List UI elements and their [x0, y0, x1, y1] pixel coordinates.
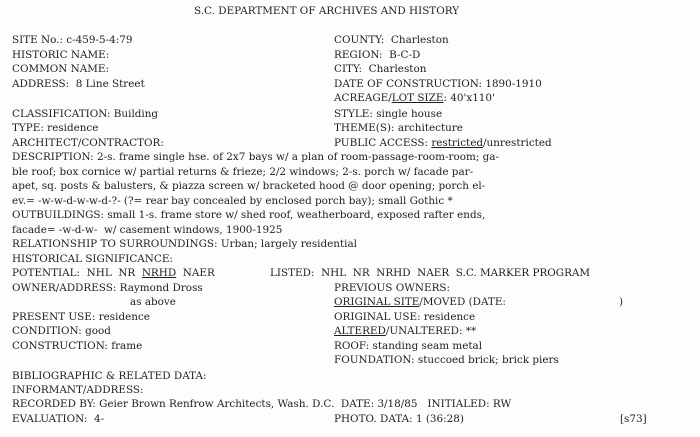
site-number: SITE No.: c-459-5-4:79: [12, 34, 133, 46]
description-line: ev.= -w-w-d-w-w-d-?- (?= rear bay concealed by enclosed porch bay); small Gothic *: [12, 195, 453, 207]
previous-owners: PREVIOUS OWNERS:: [334, 282, 451, 294]
condition: CONDITION: good: [12, 325, 111, 337]
altered-rest: /UNALTERED: **: [385, 325, 477, 337]
potential: [12, 267, 215, 280]
relationship-to-surroundings: RELATIONSHIP TO SURROUNDINGS: Urban; largely residential: [12, 238, 357, 250]
potential-label: POTENTIAL: NHL NR: [12, 267, 142, 279]
evaluation: EVALUATION: 4-: [12, 413, 105, 425]
form-header: S.C. DEPARTMENT OF ARCHIVES AND HISTORY: [194, 5, 460, 17]
description-line: ble roof; box cornice w/ partial returns & frieze; 2/2 windows; 2-s. porch w/ facade par-: [12, 166, 474, 178]
date-of-construction: DATE OF CONSTRUCTION: 1890-1910: [334, 78, 542, 90]
style: STYLE: single house: [334, 108, 443, 120]
classification: CLASSIFICATION: Building: [12, 108, 159, 120]
public-access-selected: restricted: [431, 137, 484, 149]
foundation: FOUNDATION: stuccoed brick; brick piers: [334, 354, 559, 366]
owner-address-continued: as above: [130, 296, 176, 308]
original-site: [334, 296, 506, 309]
bibliographic-data: BIBLIOGRAPHIC & RELATED DATA:: [12, 370, 207, 382]
common-name: COMMON NAME:: [12, 63, 109, 75]
county: COUNTY: Charleston: [334, 34, 449, 46]
outbuildings-line: OUTBUILDINGS: small 1-s. frame store w/ shed roof, weatherboard, exposed rafter ends,: [12, 209, 486, 221]
historic-name: HISTORIC NAME:: [12, 49, 110, 61]
construction: CONSTRUCTION: frame: [12, 340, 143, 352]
city: CITY: Charleston: [334, 63, 427, 75]
informant-address: INFORMANT/ADDRESS:: [12, 384, 144, 396]
acreage-label: ACREAGE/: [334, 92, 392, 104]
type: TYPE: residence: [12, 122, 99, 134]
listed: LISTED: NHL NR NRHD NAER S.C. MARKER PROGRAM: [270, 267, 591, 279]
roof: ROOF: standing seam metal: [334, 340, 483, 352]
potential-rest: NAER: [176, 267, 215, 279]
public-access-label: PUBLIC ACCESS:: [334, 137, 432, 149]
architect-contractor: ARCHITECT/CONTRACTOR:: [12, 137, 164, 149]
acreage-lot-size: [334, 92, 495, 105]
lot-size-value: : 40'x110': [443, 92, 495, 104]
present-use: PRESENT USE: residence: [12, 311, 150, 323]
description-line: DESCRIPTION: 2-s. frame single hse. of 2x7 bays w/ a plan of room-passage-room-room; ga-: [12, 151, 500, 163]
altered-selected: ALTERED: [334, 325, 386, 337]
historical-significance: HISTORICAL SIGNIFICANCE:: [12, 253, 173, 265]
themes: THEME(S): architecture: [334, 122, 463, 134]
original-site-selected: ORIGINAL SITE: [334, 296, 420, 308]
public-access-other: /unrestricted: [483, 137, 552, 149]
potential-selected: NRHD: [141, 267, 177, 279]
page-reference: [s73]: [620, 413, 647, 425]
description-line: apet, sq. posts & balusters, & piazza screen w/ bracketed hood @ door opening; porch el-: [12, 180, 486, 192]
original-site-rest: /MOVED (DATE:: [419, 296, 506, 308]
original-use: ORIGINAL USE: residence: [334, 311, 476, 323]
owner-address: OWNER/ADDRESS: Raymond Dross: [12, 282, 203, 294]
original-site-close: ): [619, 296, 624, 308]
address: ADDRESS: 8 Line Street: [12, 78, 145, 90]
outbuildings-line: facade= -w-d-w- w/ casement windows, 1900-1925: [12, 224, 283, 236]
public-access: [334, 137, 552, 150]
region: REGION: B-C-D: [334, 49, 421, 61]
lot-size-label: LOT SIZE: [391, 92, 444, 104]
altered: [334, 325, 476, 338]
photo-data: PHOTO. DATA: 1 (36:28): [334, 413, 464, 425]
recorded-by: RECORDED BY: Geier Brown Renfrow Architects, Wash. D.C. DATE: 3/18/85 INITIALED: RW: [12, 398, 512, 410]
